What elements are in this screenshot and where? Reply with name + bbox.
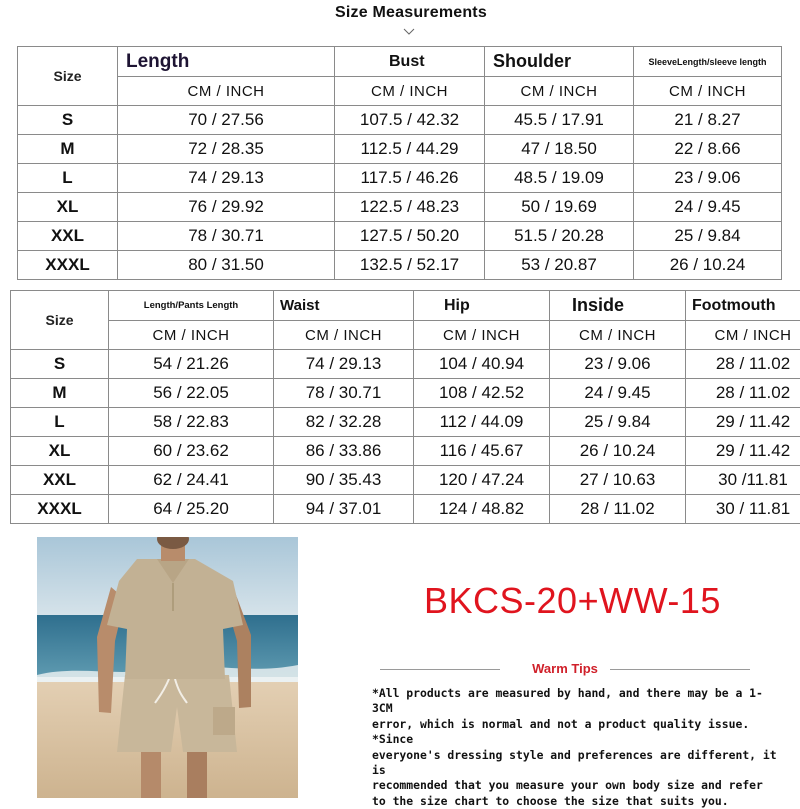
value-cell: 25 / 9.84 <box>550 408 686 437</box>
table-row <box>18 251 782 280</box>
header-pants-length: Length/Pants Length <box>109 291 274 321</box>
units-row <box>11 321 800 350</box>
tips-line: *All products are measured by hand, and there may be a 1-3CM <box>372 686 782 717</box>
warm-tips-title: Warm Tips <box>380 661 750 676</box>
header-inside: Inside <box>550 291 686 321</box>
size-cell: S <box>11 350 109 379</box>
table-row <box>11 466 800 495</box>
size-cell: M <box>11 379 109 408</box>
unit-cell: CM / INCH <box>118 77 335 106</box>
units-row <box>18 77 782 106</box>
size-cell: XL <box>18 193 118 222</box>
header-bust: Bust <box>335 47 485 77</box>
header-length: Length <box>118 47 335 77</box>
product-photo <box>37 537 298 798</box>
value-cell: 29 / 11.42 <box>686 437 800 466</box>
product-code: BKCS-20+WW-15 <box>424 580 721 622</box>
table-row <box>11 408 800 437</box>
bottom-size-table <box>10 290 800 524</box>
value-cell: 80 / 31.50 <box>118 251 335 280</box>
table-row <box>18 164 782 193</box>
value-cell: 21 / 8.27 <box>634 106 782 135</box>
value-cell: 54 / 21.26 <box>109 350 274 379</box>
value-cell: 132.5 / 52.17 <box>335 251 485 280</box>
unit-cell: CM / INCH <box>414 321 550 350</box>
value-cell: 72 / 28.35 <box>118 135 335 164</box>
value-cell: 23 / 9.06 <box>550 350 686 379</box>
value-cell: 82 / 32.28 <box>274 408 414 437</box>
value-cell: 112 / 44.09 <box>414 408 550 437</box>
table-row <box>11 379 800 408</box>
page-title: Size Measurements <box>0 4 800 22</box>
value-cell: 120 / 47.24 <box>414 466 550 495</box>
value-cell: 48.5 / 19.09 <box>485 164 634 193</box>
unit-cell: CM / INCH <box>485 77 634 106</box>
tips-line: recommended that you measure your own body size and refer <box>372 778 782 793</box>
value-cell: 64 / 25.20 <box>109 495 274 524</box>
value-cell: 27 / 10.63 <box>550 466 686 495</box>
size-cell: XXL <box>11 466 109 495</box>
value-cell: 28 / 11.02 <box>686 350 800 379</box>
size-cell: XXXL <box>11 495 109 524</box>
size-cell: XXL <box>18 222 118 251</box>
table-row <box>18 135 782 164</box>
value-cell: 45.5 / 17.91 <box>485 106 634 135</box>
value-cell: 30 /11.81 <box>686 466 800 495</box>
value-cell: 47 / 18.50 <box>485 135 634 164</box>
warm-tips-heading <box>380 660 750 680</box>
value-cell: 107.5 / 42.32 <box>335 106 485 135</box>
size-column-header: Size <box>11 291 109 350</box>
tips-line: everyone's dressing style and preferences are different, it is <box>372 748 782 779</box>
value-cell: 122.5 / 48.23 <box>335 193 485 222</box>
value-cell: 94 / 37.01 <box>274 495 414 524</box>
warm-tips-text <box>372 686 782 809</box>
unit-cell: CM / INCH <box>109 321 274 350</box>
top-size-table <box>17 46 782 280</box>
value-cell: 30 / 11.81 <box>686 495 800 524</box>
value-cell: 28 / 11.02 <box>686 379 800 408</box>
unit-cell: CM / INCH <box>335 77 485 106</box>
table-row <box>18 222 782 251</box>
value-cell: 124 / 48.82 <box>414 495 550 524</box>
size-cell: S <box>18 106 118 135</box>
value-cell: 53 / 20.87 <box>485 251 634 280</box>
header-shoulder: Shoulder <box>485 47 634 77</box>
value-cell: 24 / 9.45 <box>634 193 782 222</box>
value-cell: 58 / 22.83 <box>109 408 274 437</box>
value-cell: 104 / 40.94 <box>414 350 550 379</box>
unit-cell: CM / INCH <box>634 77 782 106</box>
table-header-row <box>11 291 800 321</box>
value-cell: 23 / 9.06 <box>634 164 782 193</box>
table-row <box>11 350 800 379</box>
value-cell: 24 / 9.45 <box>550 379 686 408</box>
header-hip: Hip <box>414 291 550 321</box>
tips-line: error, which is normal and not a product quality issue. *Since <box>372 717 782 748</box>
value-cell: 26 / 10.24 <box>634 251 782 280</box>
unit-cell: CM / INCH <box>550 321 686 350</box>
value-cell: 22 / 8.66 <box>634 135 782 164</box>
size-cell: L <box>18 164 118 193</box>
value-cell: 50 / 19.69 <box>485 193 634 222</box>
value-cell: 108 / 42.52 <box>414 379 550 408</box>
value-cell: 116 / 45.67 <box>414 437 550 466</box>
header-waist: Waist <box>274 291 414 321</box>
value-cell: 70 / 27.56 <box>118 106 335 135</box>
value-cell: 28 / 11.02 <box>550 495 686 524</box>
size-cell: L <box>11 408 109 437</box>
value-cell: 127.5 / 50.20 <box>335 222 485 251</box>
value-cell: 86 / 33.86 <box>274 437 414 466</box>
unit-cell: CM / INCH <box>686 321 800 350</box>
header-sleeve-length: SleeveLength/sleeve length <box>634 47 782 77</box>
size-column-header: Size <box>18 47 118 106</box>
value-cell: 78 / 30.71 <box>274 379 414 408</box>
value-cell: 56 / 22.05 <box>109 379 274 408</box>
value-cell: 74 / 29.13 <box>118 164 335 193</box>
table-row <box>11 495 800 524</box>
size-cell: XL <box>11 437 109 466</box>
size-cell: XXXL <box>18 251 118 280</box>
value-cell: 74 / 29.13 <box>274 350 414 379</box>
value-cell: 29 / 11.42 <box>686 408 800 437</box>
value-cell: 112.5 / 44.29 <box>335 135 485 164</box>
value-cell: 117.5 / 46.26 <box>335 164 485 193</box>
value-cell: 60 / 23.62 <box>109 437 274 466</box>
value-cell: 51.5 / 20.28 <box>485 222 634 251</box>
value-cell: 78 / 30.71 <box>118 222 335 251</box>
table-header-row <box>18 47 782 77</box>
tips-line: to the size chart to choose the size that suits you. <box>372 794 782 809</box>
table-row <box>11 437 800 466</box>
value-cell: 76 / 29.92 <box>118 193 335 222</box>
header-footmouth: Footmouth <box>686 291 800 321</box>
size-cell: M <box>18 135 118 164</box>
chevron-down-icon <box>403 28 415 36</box>
table-row <box>18 193 782 222</box>
value-cell: 26 / 10.24 <box>550 437 686 466</box>
unit-cell: CM / INCH <box>274 321 414 350</box>
value-cell: 90 / 35.43 <box>274 466 414 495</box>
table-row <box>18 106 782 135</box>
value-cell: 25 / 9.84 <box>634 222 782 251</box>
value-cell: 62 / 24.41 <box>109 466 274 495</box>
